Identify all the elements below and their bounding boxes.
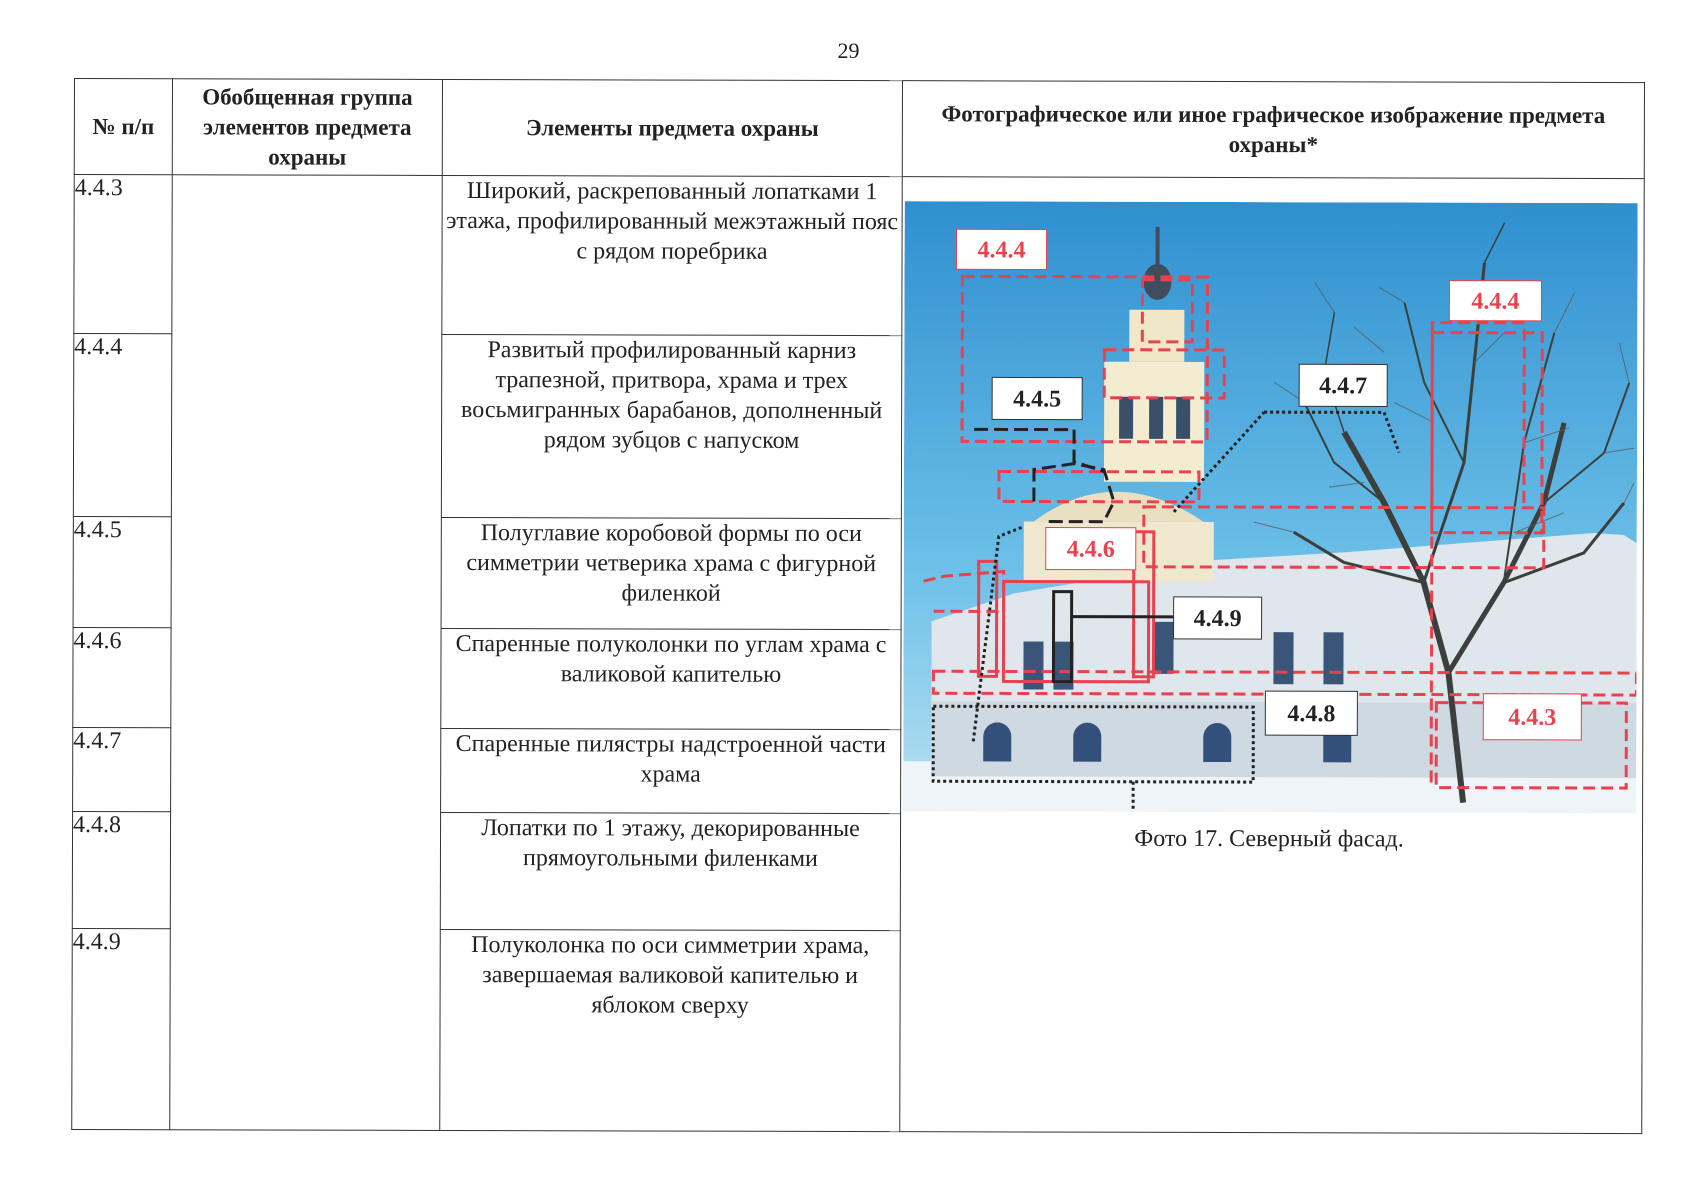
photo-cell — [900, 177, 1644, 1133]
header-image: Фотографическое или иное графическое изображение предмета охраны* — [902, 81, 1644, 179]
label-4-4-4-b: 4.4.4 — [1471, 289, 1520, 316]
row-number: 4.4.7 — [73, 728, 171, 813]
row-number: 4.4.9 — [72, 928, 171, 1129]
page-number: 29 — [837, 38, 860, 63]
label-4-4-9: 4.4.9 — [1193, 606, 1242, 633]
row-number: 4.4.3 — [74, 175, 172, 334]
label-4-4-4-a: 4.4.4 — [977, 237, 1026, 264]
label-4-4-8: 4.4.8 — [1287, 701, 1336, 728]
row-number: 4.4.8 — [72, 812, 170, 929]
north-facade-photo — [903, 202, 1638, 814]
label-4-4-7: 4.4.7 — [1319, 373, 1368, 400]
row-element: Полуглавие коробовой формы по оси симметрии четверика храма с фигурной филенкой — [441, 518, 901, 630]
table-row — [74, 175, 1644, 338]
label-4-4-6: 4.4.6 — [1066, 537, 1115, 564]
row-element: Лопатки по 1 этажу, декорированные прямоугольными филенками — [440, 813, 900, 931]
row-number: 4.4.6 — [73, 627, 171, 728]
row-element: Широкий, раскрепованный лопатками 1 этажа, профилированный межэтажный пояс с рядом поребрика — [442, 176, 902, 336]
row-element: Спаренные полуколонки по углам храма с валиковой капителью — [441, 628, 901, 730]
group-cell — [170, 175, 442, 1130]
row-number: 4.4.4 — [73, 334, 171, 517]
header-group: Обобщенная группа элементов предмета охраны — [172, 79, 442, 176]
row-element: Полуколонка по оси симметрии храма, завершаемая валиковой капителью и яблоком сверху — [440, 929, 901, 1131]
header-elements: Элементы предмета охраны — [442, 79, 902, 177]
row-number: 4.4.5 — [73, 517, 171, 628]
row-element: Спаренные пилястры надстроенной части храма — [441, 729, 901, 815]
row-element: Развитый профилированный карниз трапезной, притвора, храма и трех восьмигранных барабанов, дополненный рядом зубцов с напуском — [441, 335, 901, 519]
header-num: № п/п — [74, 79, 172, 176]
label-4-4-3: 4.4.3 — [1508, 705, 1557, 732]
label-4-4-5: 4.4.5 — [1013, 386, 1062, 414]
table-header-row — [74, 79, 1644, 180]
protection-elements-table — [71, 78, 1645, 1134]
photo-caption: Фото 17. Северный фасад. — [1134, 826, 1404, 853]
